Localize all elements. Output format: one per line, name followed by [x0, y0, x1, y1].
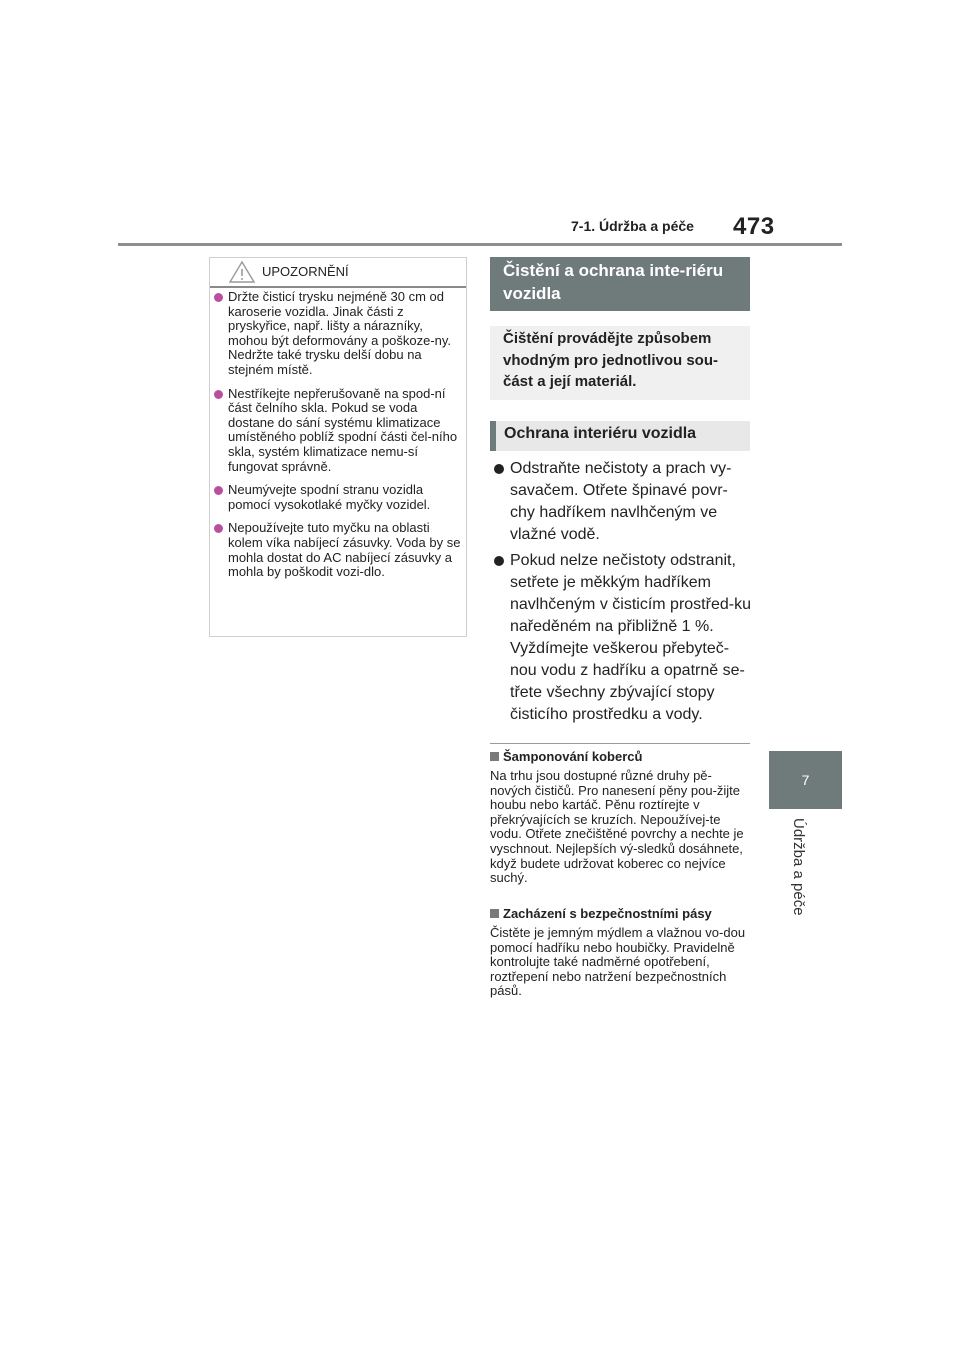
note-title: Zacházení s bezpečnostními pásy [490, 906, 752, 921]
bullet-dot-icon [214, 390, 223, 399]
square-bullet-icon [490, 909, 499, 918]
chapter-number: 7 [801, 772, 810, 788]
subsection-title-bar: Ochrana interiéru vozidla [490, 421, 750, 451]
section-title-bar: Čistění a ochrana inte-riéru vozidla [490, 257, 750, 311]
warning-header [210, 258, 466, 286]
warning-separator [210, 286, 466, 288]
warning-triangle-icon [228, 260, 256, 284]
note-title: Šamponování koberců [490, 749, 752, 764]
section-divider [490, 743, 750, 744]
note-seatbelts [490, 906, 752, 999]
warning-item: Neumývejte spodní stranu vozidla pomocí vysokotlaké myčky vozidel. [214, 483, 464, 512]
page-number: 473 [733, 213, 775, 240]
instruction-item: Odstraňte nečistoty a prach vy-savačem. Otřete špinavé povr-chy hadříkem navlhčeným ve vlažné vodě. [492, 458, 752, 546]
bullet-dot-icon [214, 486, 223, 495]
warning-list [214, 290, 464, 589]
note-body: Čistěte je jemným mýdlem a vlažnou vo-dou pomocí hadříku nebo houbičky. Pravidelně kontrolujte také nadměrné opotřebení, roztřepení nebo natržení bezpečnostních pásů. [490, 925, 746, 999]
instruction-list [492, 458, 752, 730]
header-rule [118, 243, 842, 246]
intro-box: Čištění provádějte způsobem vhodným pro jednotlivou sou-část a její materiál. [490, 326, 750, 400]
chapter-tab [769, 751, 842, 809]
bullet-dot-icon [214, 293, 223, 302]
warning-title: UPOZORNĚNÍ [262, 264, 349, 279]
warning-item: Nestříkejte nepřerušovaně na spod-ní část čelního skla. Pokud se voda dostane do sání systému klimatizace umístěného poblíž spodní části čel-ního skla, systém klimatizace nemu-sí fungovat správně. [214, 387, 464, 475]
instruction-item: Pokud nelze nečistoty odstranit, setřete je měkkým hadříkem navlhčeným v čisticím prostřed-ku naředěném na přibližně 1 %. Vyždímejte veškerou přebyteč-nou vodu z hadříku a opatrně se-třete všechny zbývající stopy čisticího prostředku a vody. [492, 550, 752, 726]
note-carpet [490, 749, 752, 886]
warning-item: Držte čisticí trysku nejméně 30 cm od karoserie vozidla. Jinak části z pryskyřice, např. lišty a nárazníky, mohou být deformovány a poškoze-ny. Nedržte také trysku delší dobu na stejném místě. [214, 290, 464, 378]
warning-item: Nepoužívejte tuto myčku na oblasti kolem víka nabíjecí zásuvky. Voda by se mohla dostat do AC nabíjecí zásuvky a mohla by poškodit vozi-dlo. [214, 521, 464, 579]
bullet-dot-icon [494, 556, 504, 566]
square-bullet-icon [490, 752, 499, 761]
bullet-dot-icon [494, 464, 504, 474]
bullet-dot-icon [214, 524, 223, 533]
note-body: Na trhu jsou dostupné různé druhy pě-nových čističů. Pro nanesení pěny pou-žijte houbu nebo kartáč. Pěnu roztírejte v překrývajících se kruzích. Nepoužívej-te vodu. Otřete znečištěné povrchy a nechte je vyschnout. Nejlepších vý-sledků dosáhnete, když budete udržovat koberec co nejvíce suchý. [490, 768, 744, 886]
warning-box [209, 257, 467, 637]
section-heading: 7-1. Údržba a péče [571, 218, 694, 234]
chapter-label: Údržba a péče [790, 818, 807, 916]
